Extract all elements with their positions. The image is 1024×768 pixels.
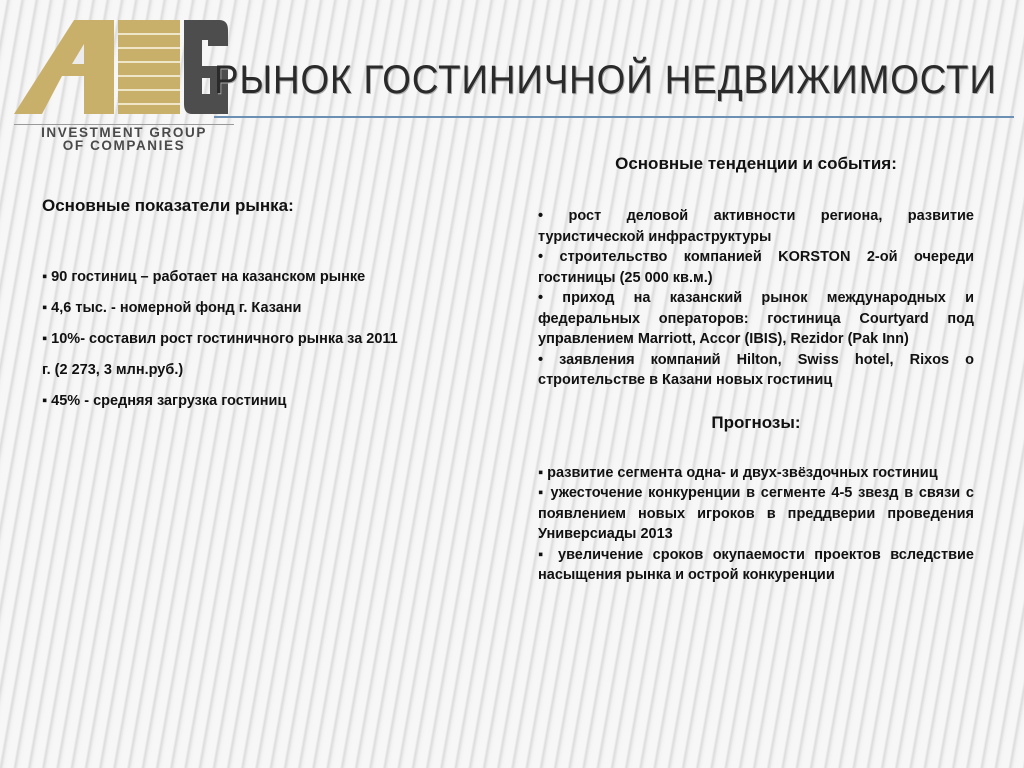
list-item: ▪ ужесточение конкуренции в сегменте 4-5 звезд в связи с появлением новых игроков в преддверии проведения Универсиады 2013: [538, 485, 974, 542]
forecast-list: [538, 463, 974, 586]
trends-heading: Основные тенденции и события:: [615, 154, 897, 173]
list-item: г. (2 273, 3 млн.руб.): [42, 362, 184, 378]
company-logo: [14, 14, 234, 156]
list-item: ▪ развитие сегмента одна- и двух-звёздочных гостиниц: [538, 464, 938, 481]
page-title: РЫНОК ГОСТИНИЧНОЙ НЕДВИЖИМОСТИ: [214, 58, 997, 102]
list-item: ▪ 4,6 тыс. - номерной фонд г. Казани: [42, 300, 302, 316]
market-indicators-list: [42, 262, 472, 417]
market-indicators-section: [42, 196, 472, 417]
forecast-heading: Прогнозы:: [711, 412, 801, 432]
list-item: • строительство компанией KORSTON 2-ой очереди гостиницы (25 000 кв.м.): [538, 249, 974, 286]
list-item: • рост деловой активности региона, развитие туристической инфраструктуры: [538, 208, 974, 245]
title-underline: [214, 116, 1014, 118]
logo-line-1: INVESTMENT GROUP: [41, 125, 207, 140]
list-item: • заявления компаний Hilton, Swiss hotel, Rixos о строительстве в Казани новых гостиниц: [538, 351, 974, 388]
logo-line-2: OF COMPANIES: [62, 138, 186, 153]
list-item: ▪ 45% - средняя загрузка гостиниц: [42, 393, 287, 409]
market-indicators-heading: Основные показатели рынка:: [42, 196, 294, 215]
list-item: ▪ 10%- составил рост гостиничного рынка за 2011: [42, 331, 398, 347]
list-item: ▪ 90 гостиниц – работает на казанском рынке: [42, 269, 366, 285]
trends-list: [538, 206, 974, 391]
list-item: • приход на казанский рынок международных и федеральных операторов: гостиница Courtyard под управлением Marriott, Accor (IBIS), Rezidor (Pak Inn): [538, 290, 974, 347]
logo-caption: [14, 126, 234, 152]
trends-section: [538, 154, 974, 586]
list-item: ▪ увеличение сроков окупаемости проектов вследствие насыщения рынка и острой конкуренции: [538, 546, 974, 583]
asg-logo-mark: [14, 14, 234, 124]
